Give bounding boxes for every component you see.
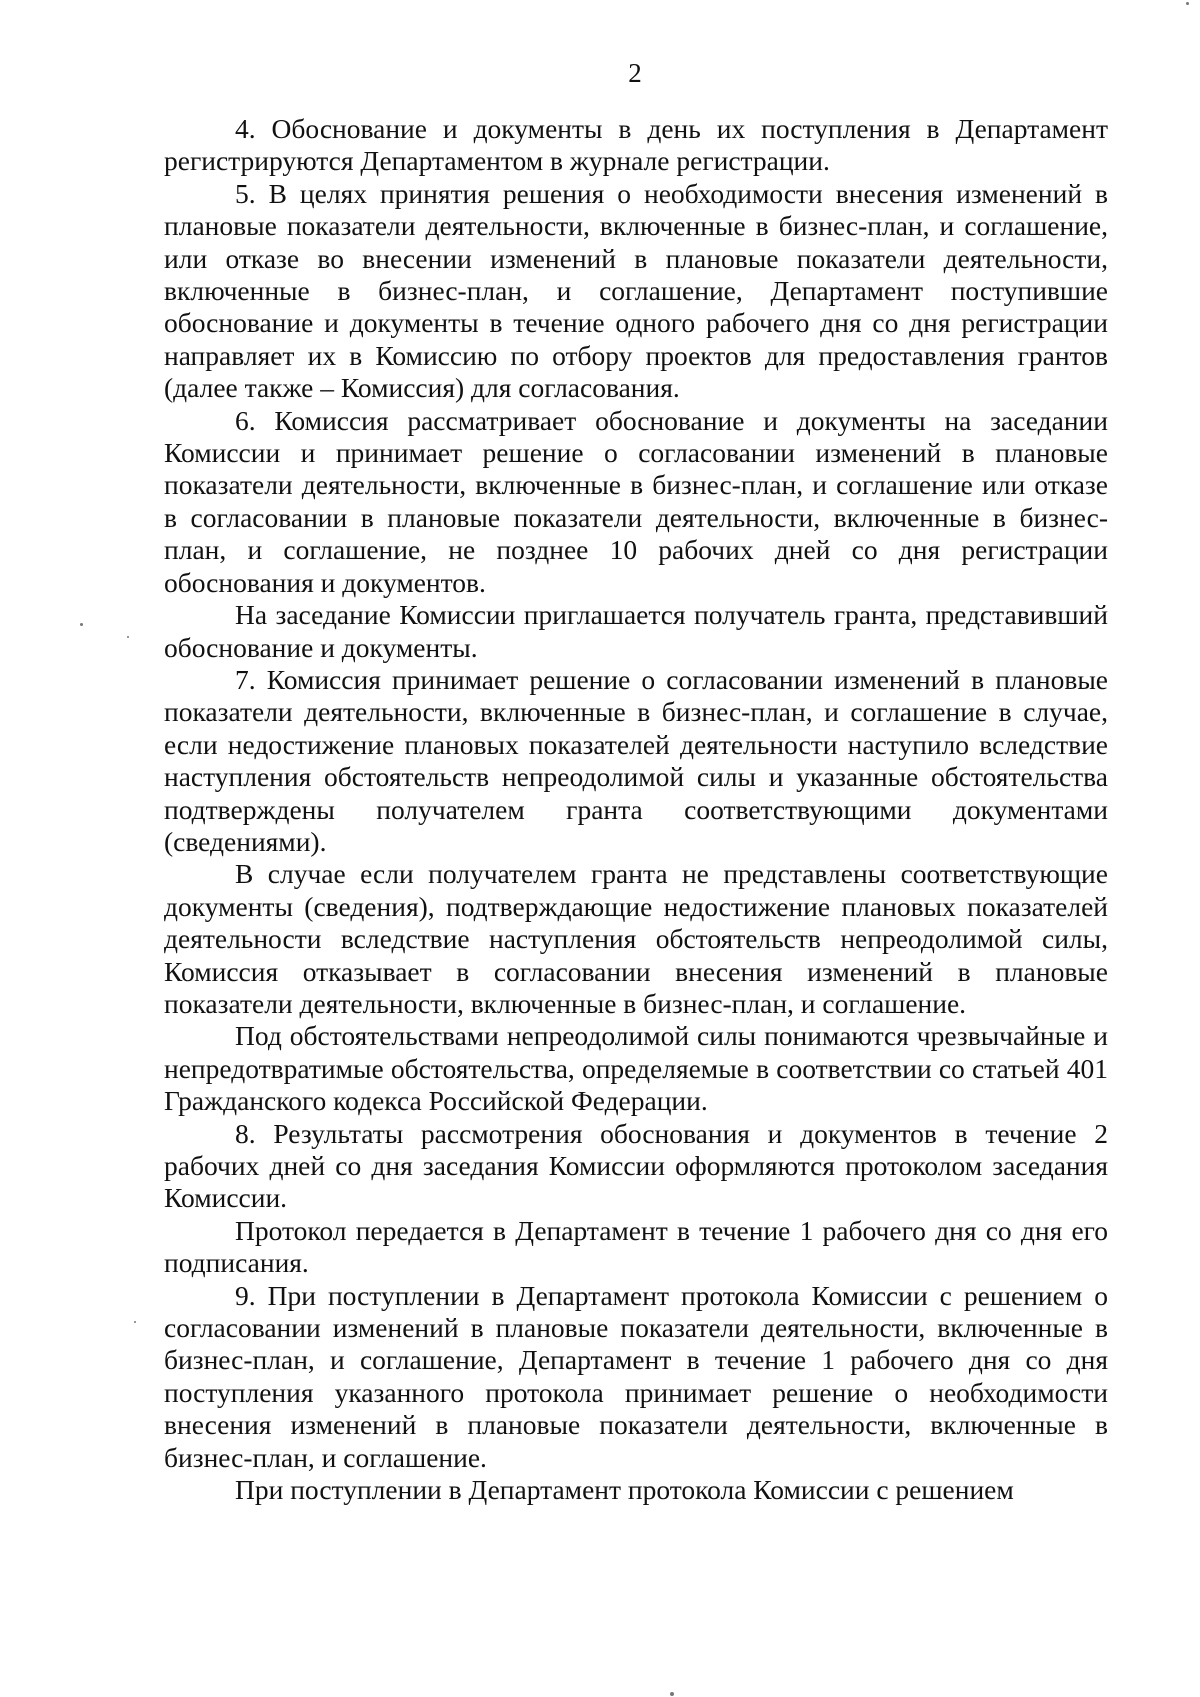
paragraph-6-invitation: На заседание Комиссии приглашается получатель гранта, представивший обоснование и документы. [164, 599, 1108, 663]
scan-speck [134, 1321, 136, 1323]
paragraph-5: 5. В целях принятия решения о необходимости внесения изменений в плановые показатели деятельности, включенные в бизнес-план, и соглашение, или отказе во внесении изменений в плановые показатели деятельности, включенные в бизнес-план, и соглашение, Департамент поступившие обоснование и документы в течение одного рабочего дня со дня регистрации направляет их в Комиссию по отбору проектов для предоставления грантов (далее также – Комиссия) для согласования. [164, 177, 1108, 404]
paragraph-9: 9. При поступлении в Департамент протокола Комиссии с решением о согласовании изменений в плановые показатели деятельности, включенные в бизнес-план, и соглашение, Департамент в течение 1 рабочего дня со дня поступления указанного протокола принимает решение о необходимости внесения изменений в плановые показатели деятельности, включенные в бизнес-план, и соглашение. [164, 1279, 1108, 1473]
paragraph-8: 8. Результаты рассмотрения обоснования и документов в течение 2 рабочих дней со дня заседания Комиссии оформляются протоколом заседания Комиссии. [164, 1117, 1108, 1214]
paragraph-7: 7. Комиссия принимает решение о согласовании изменений в плановые показатели деятельности, включенные в бизнес-план, и соглашение в случае, если недостижение плановых показателей деятельности наступило вследствие наступления обстоятельств непреодолимой силы и указанные обстоятельства подтверждены получателем гранта соответствующими документами (сведениями). [164, 663, 1108, 857]
scan-speck [80, 623, 83, 626]
page-number: 2 [628, 58, 642, 88]
paragraph-9-continuation: При поступлении в Департамент протокола Комиссии с решением [235, 1474, 1014, 1506]
paragraph-4: 4. Обоснование и документы в день их поступления в Департамент регистрируются Департаментом в журнале регистрации. [164, 113, 1108, 177]
paragraph-7-force-majeure: Под обстоятельствами непреодолимой силы понимаются чрезвычайные и непредотвратимые обстоятельства, определяемые в соответствии со статьей 401 Гражданского кодекса Российской Федерации. [164, 1020, 1108, 1117]
scan-speck [670, 1692, 674, 1696]
document-body [164, 113, 1108, 1506]
paragraph-7-refusal: В случае если получателем гранта не представлены соответствующие документы (сведения), подтверждающие недостижение плановых показателей деятельности вследствие наступления обстоятельств непреодолимой силы, Комиссия отказывает в согласовании внесения изменений в плановые показатели деятельности, включенные в бизнес-план, и соглашение. [164, 858, 1108, 1019]
scan-speck [1186, 2, 1189, 5]
paragraph-8-protocol: Протокол передается в Департамент в течение 1 рабочего дня со дня его подписания. [164, 1214, 1108, 1279]
paragraph-6: 6. Комиссия рассматривает обоснование и документы на заседании Комиссии и принимает решение о согласовании изменений в плановые показатели деятельности, включенные в бизнес-план, и соглашение или отказе в согласовании в плановые показатели деятельности, включенные в бизнес-план, и соглашение, не позднее 10 рабочих дней со дня регистрации обоснования и документов. [164, 404, 1108, 598]
scan-speck [127, 636, 129, 638]
